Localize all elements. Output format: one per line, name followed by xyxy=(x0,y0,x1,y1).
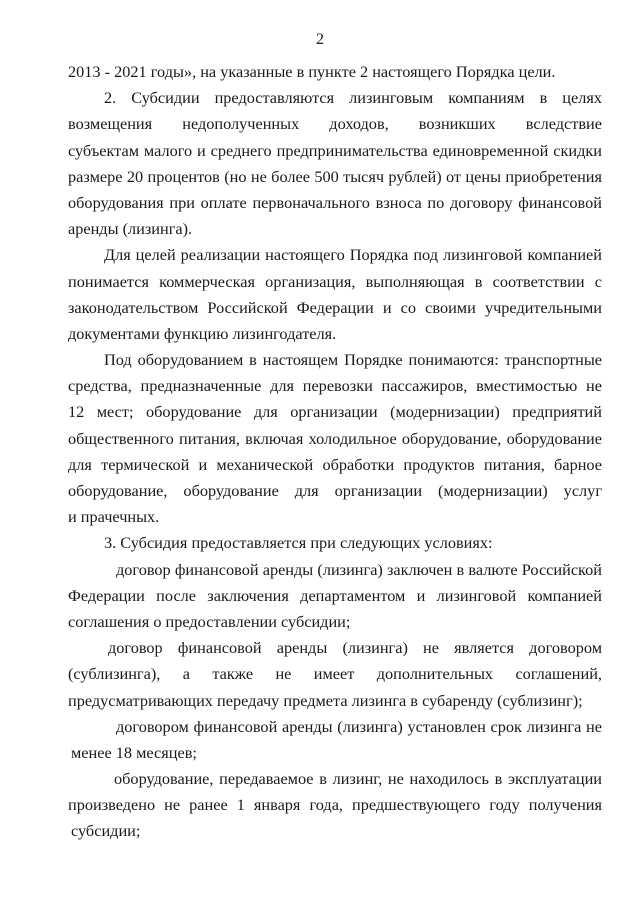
text-line: 12 мест; оборудование для организации (модернизации) предприятий xyxy=(68,402,602,422)
text-line: Федерации после заключения департаментом и лизинговой компанией xyxy=(68,585,602,605)
text-line: произведено не ранее 1 января года, предшествующего году получения xyxy=(68,795,602,815)
text-line: 2013 - 2021 годы», на указанные в пункте 2 настоящего Порядка цели. xyxy=(68,62,556,81)
text-line: Под оборудованием в настоящем Порядке понимаются: транспортные xyxy=(104,350,602,370)
text-line: оборудования при оплате первоначального взноса по договору финансовой xyxy=(68,192,602,212)
text-line: Для целей реализации настоящего Порядка под лизинговой компанией xyxy=(104,245,602,265)
text-line: соглашения о предоставлении субсидии; xyxy=(68,611,351,631)
text-line: возмещения недополученных доходов, возникших вследствие xyxy=(68,114,602,134)
text-line: оборудование, оборудование для организации (модернизации) услуг xyxy=(68,481,602,500)
text-line: оборудование, передаваемое в лизинг, не находилось в эксплуатации xyxy=(114,769,602,789)
text-line: субъектам малого и среднего предпринимательства единовременной скидки xyxy=(68,140,602,160)
text-line: размере 20 процентов (но не более 500 тысяч рублей) от цены приобретения xyxy=(68,166,602,186)
text-line: субсидии; xyxy=(71,821,141,841)
document-body xyxy=(68,59,602,845)
text-line: понимается коммерческая организация, выполняющая в соответствии с xyxy=(68,271,602,291)
text-line: договор финансовой аренды (лизинга) не является договором xyxy=(108,638,602,658)
text-line: общественного питания, включая холодильное оборудование, оборудование xyxy=(68,428,602,448)
text-line: для термической и механической обработки продуктов питания, барное xyxy=(68,454,602,474)
text-line: менее 18 месяцев; xyxy=(71,742,197,762)
text-line: договором финансовой аренды (лизинга) установлен срок лизинга не xyxy=(116,716,602,736)
text-line: 3. Субсидия предоставляется при следующих условиях: xyxy=(104,533,493,553)
text-line: законодательством Российской Федерации и со своими учредительными xyxy=(68,297,602,317)
text-line: договор финансовой аренды (лизинга) заключен в валюте Российской xyxy=(116,559,602,579)
text-line: средства, предназначенные для перевозки пассажиров, вместимостью не xyxy=(68,376,602,396)
text-line: и прачечных. xyxy=(68,507,160,527)
text-line: предусматривающих передачу предмета лизинга в субаренду (сублизинг); xyxy=(68,690,583,710)
text-line: аренды (лизинга). xyxy=(68,219,193,239)
text-line: документами функцию лизингодателя. xyxy=(68,323,337,343)
text-line: 2. Субсидии предоставляются лизинговым компаниям в целях xyxy=(104,88,602,108)
text-line: (сублизинга), а также не имеет дополнительных соглашений, xyxy=(68,664,602,684)
page-number: 2 xyxy=(316,31,324,48)
